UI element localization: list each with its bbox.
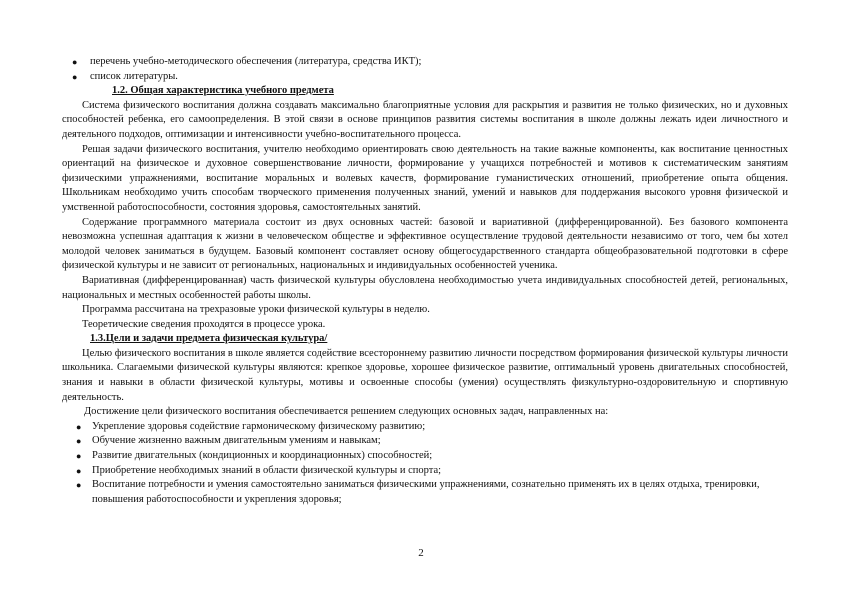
list-item	[62, 55, 788, 70]
paragraph: Система физического воспитания должна создавать максимально благоприятные условия для раскрытия и развития не только физических, но и духовных способностей ребенка, его самоопределения. В этой связи в основе принципов развития системы воспитания в школе должны лежать идеи личностного и деятельного подходов, оптимизации и интенсивности учебно-воспитательного процесса.	[62, 99, 788, 140]
list-item-text: Обучение жизненно важным двигательным умениям и навыкам;	[92, 435, 381, 447]
paragraph: Вариативная (дифференцированная) часть физической культуры обусловлена необходимостью учета индивидуальных способностей детей, региональных, национальных и местных особенностей работы школы.	[62, 274, 788, 301]
section-heading	[62, 332, 788, 347]
paragraph: Целью физического воспитания в школе является содействие всестороннему развитию личности посредством формирования физической культуры личности школьника. Слагаемыми физической культуры являются: крепкое здоровье, хорошее физическое развитие, оптимальный уровень двигательных способностей, знания и навыки в области физической культуры, мотивы и освоенные способы (умения) осуществлять физкультурно-оздоровительную и спортивную деятельность.	[62, 347, 788, 403]
bullet-icon: ●	[76, 451, 82, 462]
section-heading	[62, 84, 788, 99]
document-page	[62, 55, 788, 507]
list-item-text: Приобретение необходимых знаний в области физической культуры и спорта;	[92, 464, 442, 476]
lead-in-line: Достижение цели физического воспитания обеспечивается решением следующих основных задач, направленных на:	[84, 406, 609, 418]
paragraph: Решая задачи физического воспитания, учителю необходимо ориентировать свою деятельность на такие важные компоненты, как воспитание ценностных ориентаций на физическое и духовное совершенствование личности, формирование у учащихся потребностей и мотивов к систематическим занятиям физическими упражнениями, воспитание моральных и волевых качеств, формирование гуманистических отношений, приобретение опыта общения. Школьникам необходимо учить способам творческого применения полученных знаний, умений и навыков для поддержания высокого уровня физической и умственной работоспособности, состояния здоровья, самостоятельных занятий.	[62, 143, 788, 213]
section-heading-text: 1.2. Общая характеристика учебного предмета	[112, 85, 334, 97]
list-item	[62, 70, 788, 85]
bullet-icon: ●	[72, 71, 78, 82]
bullet-icon: ●	[76, 421, 82, 432]
bullet-icon: ●	[72, 57, 78, 67]
list-item	[62, 449, 788, 464]
list-item	[62, 434, 788, 449]
page-number: 2	[418, 547, 424, 559]
list-item	[62, 420, 788, 435]
list-item-text: список литературы.	[90, 70, 178, 82]
bullet-icon: ●	[76, 480, 82, 491]
note-line: Теоретические сведения проходятся в процессе урока.	[82, 318, 326, 330]
paragraph: Содержание программного материала состоит из двух основных частей: базовой и вариативной (дифференцированной). Без базового компонента невозможна успешная адаптация к жизни в человеческом обществе и эффективное осуществление трудовой деятельности независимо от того, чем бы хотел молодой человек заниматься в будущем. Базовый компонент составляет основу общегосударственного стандарта общеобразовательной подготовки в сфере физической культуры и не зависит от региональных, национальных и индивидуальных особенностей ученика.	[62, 216, 788, 272]
bullet-icon: ●	[76, 465, 82, 476]
list-item-text: Укрепление здоровья содействие гармоническому физическому развитию;	[92, 420, 426, 432]
bullet-icon: ●	[76, 436, 82, 447]
note-line: Программа рассчитана на трехразовые уроки физической культуры в неделю.	[82, 304, 430, 316]
list-item	[62, 464, 788, 479]
list-item	[62, 478, 788, 507]
list-item-text: перечень учебно-методического обеспечения (литература, средства ИКТ);	[90, 56, 422, 67]
list-item-text: Воспитание потребности и умения самостоятельно заниматься физическими упражнениями, сознательно применять их в целях отдыха, тренировки, повышения работоспособности и укрепления здоровья;	[92, 479, 760, 505]
section-heading-text: 1.3.Цели и задачи предмета физическая культура/	[90, 333, 328, 345]
list-item-text: Развитие двигательных (кондиционных и координационных) способностей;	[92, 450, 433, 462]
